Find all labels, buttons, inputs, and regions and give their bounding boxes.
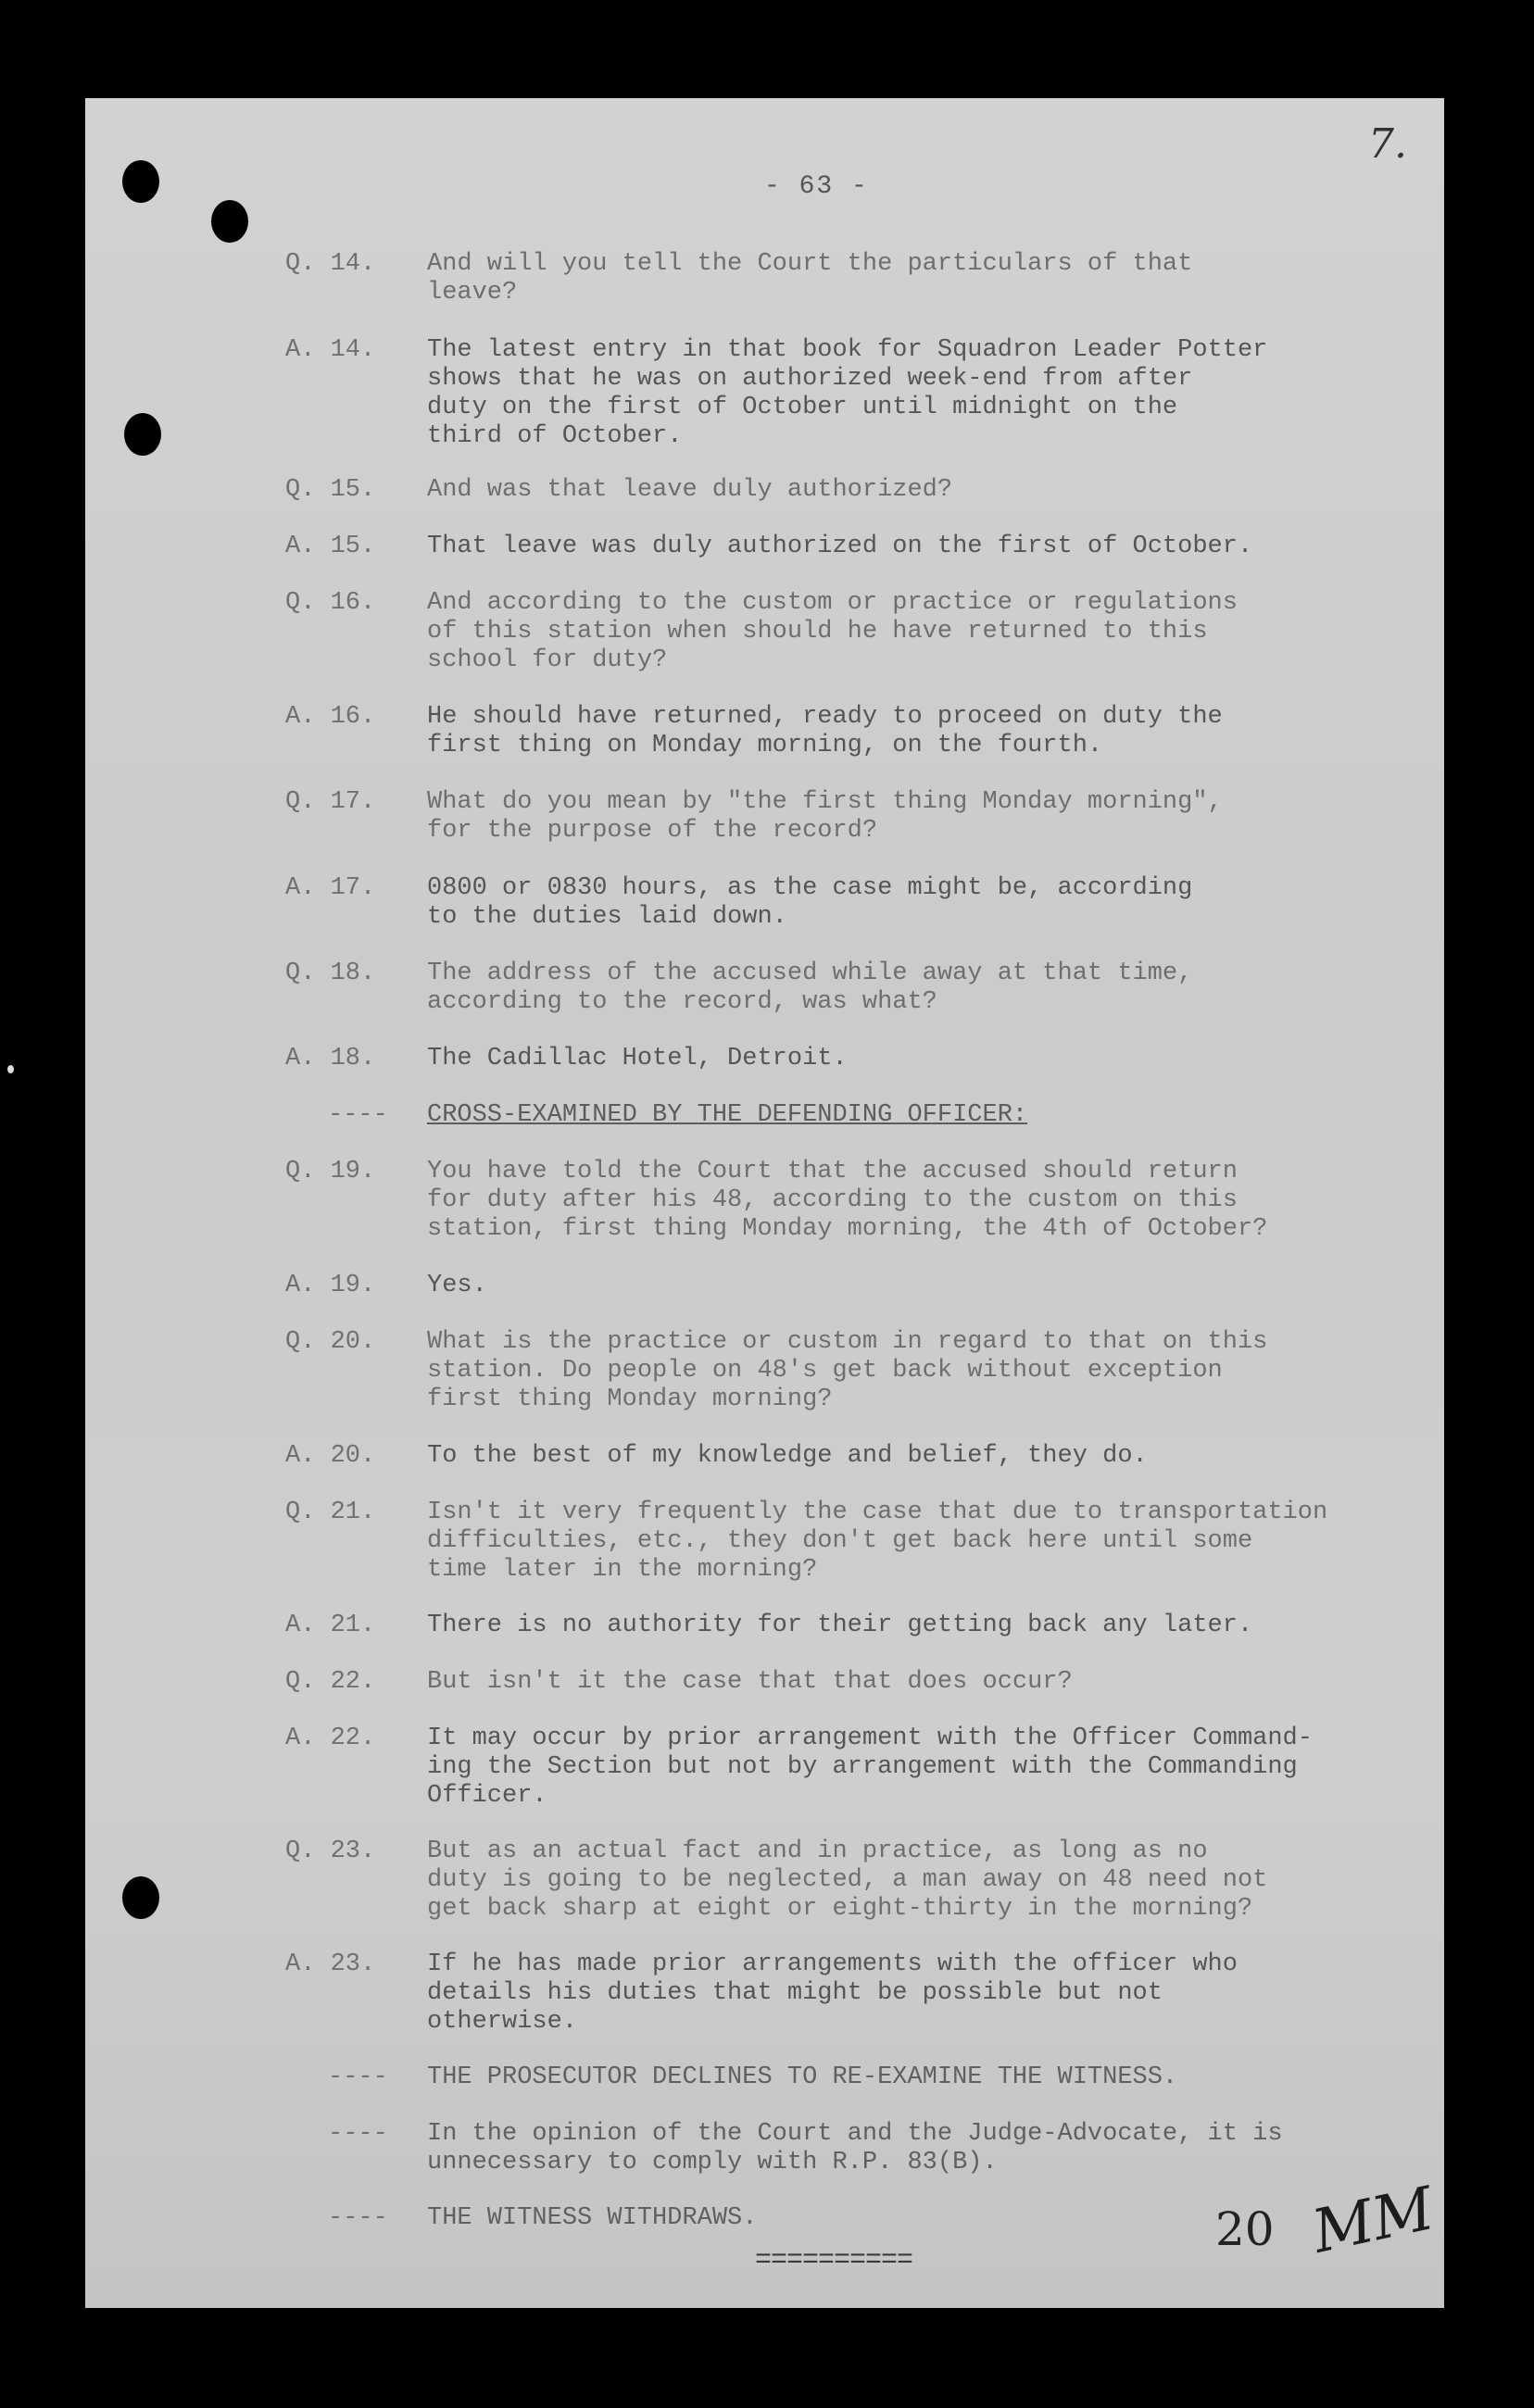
entry-text: But as an actual fact and in practice, as long as no duty is going to be neglected, a man away on 48 need not get back sharp at eight or eight-thirty in the morning? [427, 1837, 1268, 1923]
entry-text: And was that leave duly authorized? [427, 476, 953, 504]
entry-text: And according to the custom or practice or regulations of this station when should he have returned to this school for duty? [427, 589, 1238, 674]
entry-number: Q. 16. [285, 589, 376, 617]
entry-number: Q. 21. [285, 1499, 376, 1526]
entry-number: A. 22. [285, 1724, 376, 1752]
entry-number: A. 19. [285, 1272, 376, 1299]
handwritten-page-number: 20 [1215, 2202, 1275, 2256]
punch-hole [122, 1876, 159, 1919]
punch-hole [122, 160, 159, 203]
entry-text: CROSS-EXAMINED BY THE DEFENDING OFFICER: [427, 1101, 1028, 1129]
entry-number: A. 14. [285, 336, 376, 364]
entry-number: Q. 15. [285, 476, 376, 504]
corner-page-mark: 7. [1368, 120, 1407, 168]
entry-number: Q. 22. [285, 1668, 376, 1696]
entry-text: Isn't it very frequently the case that due to transportation difficulties, etc., they don't get back here until some time later in the morning? [427, 1499, 1328, 1584]
entry-number: ---- [328, 2204, 388, 2232]
document-page [85, 98, 1444, 2308]
entry-number: Q. 20. [285, 1328, 376, 1356]
entry-text: What do you mean by "the first thing Monday morning", for the purpose of the record? [427, 788, 1223, 845]
entry-number: Q. 19. [285, 1158, 376, 1185]
entry-text: THE WITNESS WITHDRAWS. [427, 2204, 758, 2232]
entry-text: But isn't it the case that that does occur? [427, 1668, 1073, 1696]
end-separator: ========== [755, 2245, 913, 2276]
entry-number: Q. 23. [285, 1837, 376, 1865]
entry-text: He should have returned, ready to proceed on duty the first thing on Monday morning, on the fourth. [427, 703, 1223, 759]
punch-hole [211, 200, 248, 243]
entry-text: The Cadillac Hotel, Detroit. [427, 1045, 848, 1072]
entry-number: Q. 17. [285, 788, 376, 816]
entry-number: Q. 18. [285, 959, 376, 987]
punch-hole [124, 413, 161, 456]
entry-text: There is no authority for their getting back any later. [427, 1612, 1253, 1639]
entry-number: A. 17. [285, 874, 376, 902]
entry-text: The address of the accused while away at that time, according to the record, was what? [427, 959, 1193, 1016]
entry-text: The latest entry in that book for Squadron Leader Potter shows that he was on authorized week-end from after duty on the first of October until midnight on the third of October. [427, 336, 1268, 450]
transcript-body [85, 98, 1444, 2308]
ink-speck [7, 1065, 14, 1073]
entry-number: ---- [328, 2063, 388, 2091]
entry-number: A. 21. [285, 1612, 376, 1639]
entry-text: 0800 or 0830 hours, as the case might be, according to the duties laid down. [427, 874, 1193, 931]
entry-text: In the opinion of the Court and the Judge-Advocate, it is unnecessary to comply with R.P. 83(B). [427, 2120, 1283, 2176]
entry-text: It may occur by prior arrangement with the Officer Command- ing the Section but not by arrangement with the Commanding Officer. [427, 1724, 1313, 1810]
entry-number: A. 20. [285, 1442, 376, 1470]
entry-number: ---- [328, 2120, 388, 2148]
entry-text: What is the practice or custom in regard to that on this station. Do people on 48's get back without exception first thing Monday morning? [427, 1328, 1268, 1413]
entry-number: A. 16. [285, 703, 376, 731]
entry-number: Q. 14. [285, 250, 376, 278]
entry-text: THE PROSECUTOR DECLINES TO RE-EXAMINE THE WITNESS. [427, 2063, 1178, 2091]
entry-number: ---- [328, 1101, 388, 1129]
entry-text: To the best of my knowledge and belief, they do. [427, 1442, 1148, 1470]
page-number: - 63 - [764, 172, 869, 201]
handwritten-initials: MM [1306, 2175, 1440, 2267]
entry-text: Yes. [427, 1272, 487, 1299]
entry-number: A. 18. [285, 1045, 376, 1072]
entry-text: You have told the Court that the accused should return for duty after his 48, according to the custom on this station, first thing Monday morning, the 4th of October? [427, 1158, 1268, 1243]
entry-text: If he has made prior arrangements with the officer who details his duties that might be possible but not otherwise. [427, 1950, 1238, 2036]
entry-text: And will you tell the Court the particulars of that leave? [427, 250, 1193, 307]
entry-number: A. 23. [285, 1950, 376, 1978]
entry-number: A. 15. [285, 533, 376, 560]
entry-text: That leave was duly authorized on the first of October. [427, 533, 1253, 560]
